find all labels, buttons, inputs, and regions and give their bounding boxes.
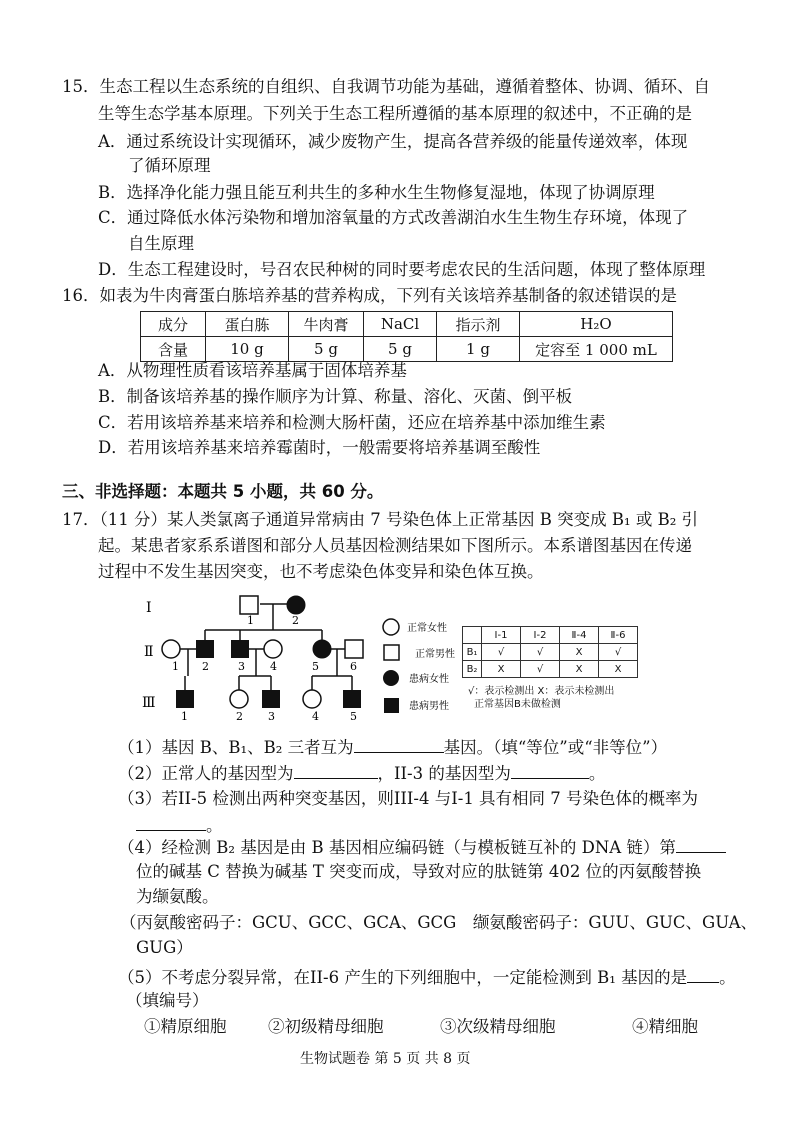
q16-stem: 16．如表为牛肉膏蛋白胨培养基的营养构成，下列有关该培养基制备的叙述错误的是: [62, 286, 677, 305]
q15-option-a: A．通过系统设计实现循环，减少废物产生，提高各营养级的能量传递效率，体现: [98, 132, 688, 151]
answer-blank[interactable]: [687, 966, 719, 983]
gene-test-table: [462, 626, 638, 678]
gene-table-note: 正常基因B未做检测: [474, 699, 561, 710]
q17-sub5-text: 。: [719, 968, 736, 987]
q17-intro-line2: 起。某患者家系系谱图和部分人员基因检测结果如下图所示。本系谱图基因在传递: [98, 536, 692, 555]
table-cell: 成分: [141, 312, 206, 337]
answer-blank[interactable]: [354, 736, 444, 753]
individual-number: 3: [238, 660, 245, 673]
q17-sub1: [118, 736, 667, 759]
legend-label: 患病男性: [409, 701, 449, 712]
legend-normal-female-icon: [383, 619, 399, 635]
individual-number: 5: [350, 710, 357, 723]
iii2-normal-female: [230, 690, 248, 708]
q17-sub1-text: （1）基因 B、B₁、B₂ 三者互为: [118, 738, 354, 757]
q15-option-b: B．选择净化能力强且能互利共生的多种水生生物修复湿地，体现了协调原理: [98, 183, 655, 202]
q15-option-a-cont: 了循环原理: [128, 156, 211, 175]
table-cell: √: [521, 644, 560, 661]
q16-option-d: D．若用该培养基来培养霉菌时，一般需要将培养基调至酸性: [98, 438, 541, 457]
table-cell: 5 g: [364, 337, 437, 362]
q17-sub2-text: ，II-3 的基因型为: [377, 764, 511, 783]
individual-number: 2: [292, 614, 299, 627]
q17-sub4-codons-cont: GUG）: [136, 938, 193, 957]
iii4-normal-female: [303, 690, 321, 708]
q17-sub2-text: 。: [588, 764, 606, 783]
legend-label: 正常男性: [415, 649, 455, 660]
table-cell: 含量: [141, 337, 206, 362]
table-cell: 10 g: [206, 337, 289, 362]
page-footer: 生物试题卷 第 5 页 共 8 页: [300, 1051, 471, 1067]
iii1-affected-male: [176, 690, 194, 708]
q17-sub3: （3）若II-5 检测出两种突变基因，则III-4 与I-1 具有相同 7 号染色体的概率为: [118, 789, 699, 808]
q15-option-c-cont: 自生原理: [128, 234, 194, 253]
legend-affected-female-icon: [383, 670, 399, 686]
gen-label: Ⅰ: [146, 600, 152, 616]
individual-number: 3: [268, 710, 275, 723]
q17-option-4: ④精细胞: [632, 1017, 698, 1036]
table-cell: [463, 627, 482, 644]
table-row: [463, 661, 638, 678]
q15-stem-line2: 生等生态学基本原理。下列关于生态工程所遵循的基本原理的叙述中，不正确的是: [98, 104, 692, 123]
table-cell: 指示剂: [437, 312, 520, 337]
q17-sub5-hint: （填编号）: [126, 991, 209, 1010]
q17-intro-line3: 过程中不发生基因突变，也不考虑染色体变异和染色体互换。: [98, 562, 544, 581]
q17-sub5: [118, 966, 736, 989]
gen-label: Ⅲ: [142, 695, 156, 711]
table-cell: 蛋白胨: [206, 312, 289, 337]
table-cell: Ⅰ-2: [521, 627, 560, 644]
table-cell: 定容至 1 000 mL: [520, 337, 673, 362]
iii3-affected-male: [262, 690, 280, 708]
ii1-normal-female: [162, 640, 180, 658]
table-cell: Ⅱ-4: [560, 627, 599, 644]
individual-number: 4: [270, 660, 277, 673]
table-cell: X: [560, 661, 599, 678]
individual-number: 2: [236, 710, 243, 723]
q16-option-c: C．若用该培养基来培养和检测大肠杆菌，还应在培养基中添加维生素: [98, 413, 606, 432]
gen-label: Ⅱ: [144, 644, 154, 660]
individual-number: 4: [312, 710, 319, 723]
legend-label: 患病女性: [409, 674, 449, 685]
answer-blank[interactable]: [136, 814, 206, 831]
q16-option-a: A．从物理性质看该培养基属于固体培养基: [98, 361, 407, 380]
individual-number: 2: [202, 660, 209, 673]
ii4-normal-female: [264, 640, 282, 658]
q15-stem-line1: 15．生态工程以生态系统的自组织、自我调节功能为基础，遵循着整体、协调、循环、自: [62, 77, 710, 96]
table-cell: X: [599, 661, 638, 678]
q17-option-2: ②初级精母细胞: [268, 1017, 384, 1036]
individual-number: 1: [172, 660, 179, 673]
table-cell: B₁: [463, 644, 482, 661]
ii3-affected-male: [231, 640, 249, 658]
ii5-affected-female: [313, 640, 331, 658]
q17-sub4-line3: 为缬氨酸。: [136, 887, 219, 906]
table-cell: X: [560, 644, 599, 661]
individual-number: 1: [247, 614, 254, 627]
table-cell: 1 g: [437, 337, 520, 362]
answer-blank[interactable]: [511, 762, 589, 779]
q17-sub4-text: （4）经检测 B₂ 基因是由 B 基因相应编码链（与模板链互补的 DNA 链）第: [118, 838, 676, 857]
individual-number: 1: [181, 710, 188, 723]
section-heading: 三、非选择题：本题共 5 小题，共 60 分。: [62, 482, 384, 501]
ii6-normal-male: [345, 640, 363, 658]
iii5-affected-male: [343, 690, 361, 708]
individual-number: 6: [350, 660, 357, 673]
q15-option-d: D．生态工程建设时，号召农民种树的同时要考虑农民的生活问题，体现了整体原理: [98, 260, 706, 279]
table-cell: √: [599, 644, 638, 661]
q17-sub2: [118, 762, 605, 785]
table-cell: √: [521, 661, 560, 678]
table-row: [463, 644, 638, 661]
q15-option-c: C．通过降低水体污染物和增加溶氧量的方式改善湖泊水生生物生存环境，体现了: [98, 208, 689, 227]
table-cell: B₂: [463, 661, 482, 678]
q17-option-1: ①精原细胞: [144, 1017, 227, 1036]
table-cell: √: [482, 644, 521, 661]
q17-sub5-text: （5）不考虑分裂异常，在II-6 产生的下列细胞中，一定能检测到 B₁ 基因的是: [118, 968, 688, 987]
legend-label: 正常女性: [407, 623, 447, 634]
q17-sub4-codons: （丙氨酸密码子：GCU、GCC、GCA、GCG 缬氨酸密码子：GUU、GUC、GUA、: [120, 913, 758, 932]
answer-blank[interactable]: [294, 762, 378, 779]
table-cell: NaCl: [364, 312, 437, 337]
q17-sub4-line2: 位的碱基 C 替换为碱基 T 突变而成，导致对应的肽链第 402 位的丙氨酸替换: [136, 862, 702, 881]
q17-sub1-text: 基因。（填“等位”或“非等位”）: [443, 738, 668, 757]
i2-affected-female: [287, 596, 305, 614]
q17-sub4-line1: [118, 836, 726, 859]
q17-intro-line1: 17．（11 分）某人类氯离子通道异常病由 7 号染色体上正常基因 B 突变成 B₁ 或 B₂ 引: [62, 510, 699, 529]
table-cell: Ⅰ-1: [482, 627, 521, 644]
q17-option-3: ③次级精母细胞: [440, 1017, 556, 1036]
answer-blank[interactable]: [676, 836, 726, 853]
q17-sub3-answer: [136, 814, 223, 837]
gene-table-note: √：表示检测出 X：表示未检测出: [468, 686, 615, 697]
i1-normal-male: [240, 596, 258, 614]
table-cell: X: [482, 661, 521, 678]
individual-number: 5: [312, 660, 319, 673]
q17-sub3-text: 。: [206, 816, 223, 835]
table-cell: H₂O: [520, 312, 673, 337]
table-row: [463, 627, 638, 644]
table-cell: 牛肉膏: [289, 312, 364, 337]
legend-normal-male-icon: [384, 645, 399, 660]
ii2-affected-male: [196, 640, 214, 658]
table-cell: Ⅱ-6: [599, 627, 638, 644]
q17-sub2-text: （2）正常人的基因型为: [118, 764, 294, 783]
table-cell: 5 g: [289, 337, 364, 362]
q16-option-b: B．制备该培养基的操作顺序为计算、称量、溶化、灭菌、倒平板: [98, 387, 573, 406]
legend-affected-male-icon: [384, 698, 399, 713]
